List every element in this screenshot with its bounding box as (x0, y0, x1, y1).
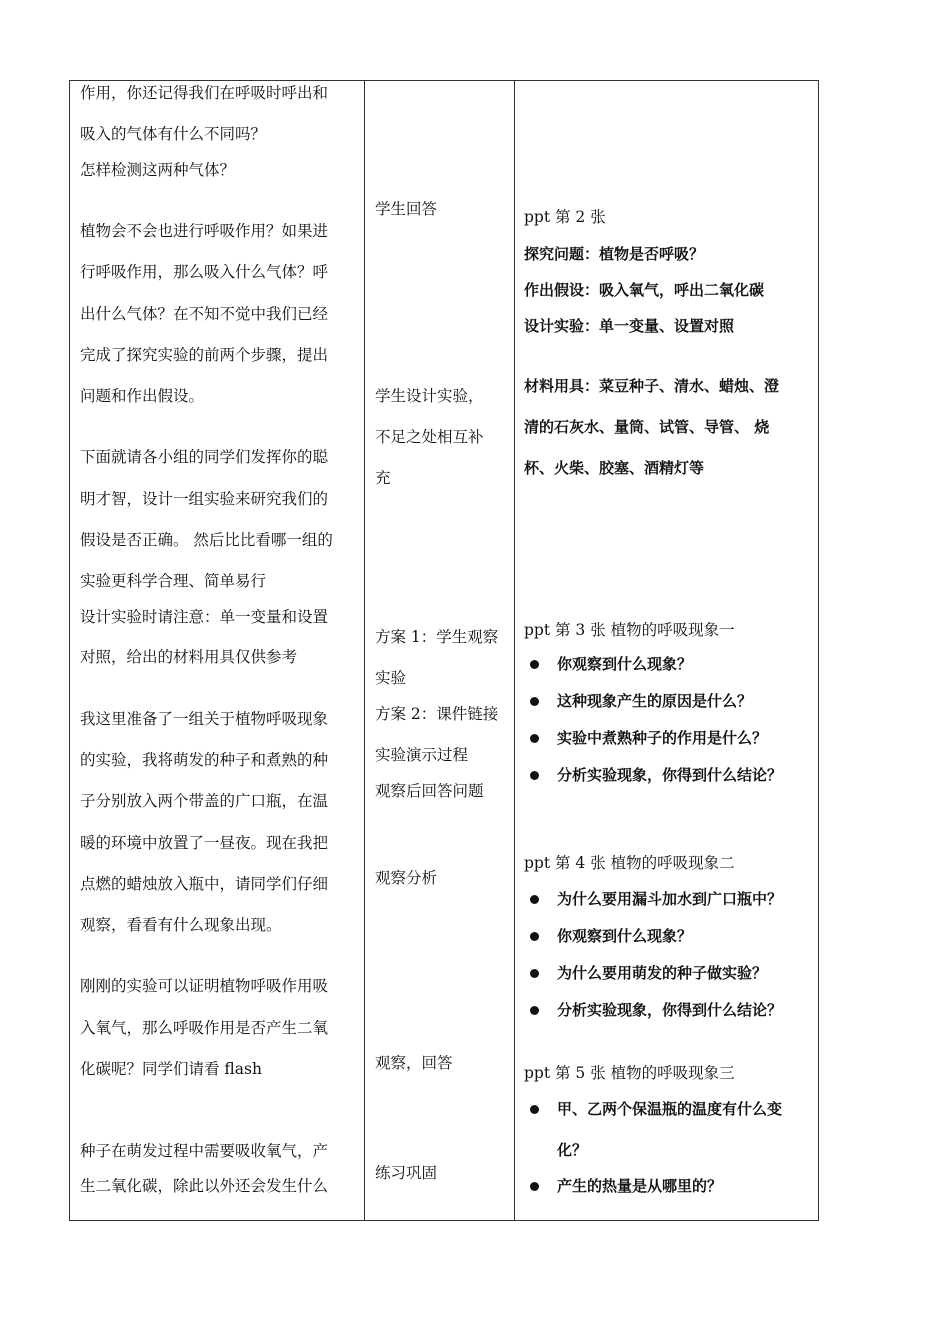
bullet-icon (530, 771, 539, 780)
bullet-icon (530, 1182, 539, 1191)
lesson-plan-table (69, 80, 819, 1221)
student-line: 实验 (375, 669, 407, 687)
teacher-line: 入氧气，那么呼吸作用是否产生二氧 (80, 1019, 329, 1037)
slide4-bullet: 为什么要用萌发的种子做实验？ (557, 964, 768, 982)
slide2-line: 设计实验：单一变量、设置对照 (524, 317, 735, 335)
bullet-icon (530, 660, 539, 669)
slide5-bullet: 甲、乙两个保温瓶的温度有什么变 (557, 1100, 783, 1118)
slide3-bullet: 分析实验现象，你得到什么结论？ (557, 766, 783, 784)
teacher-line: 问题和作出假设。 (80, 387, 205, 405)
materials-line: 清的石灰水、量筒、试管、导管、 烧 (524, 418, 770, 436)
student-line: 学生设计实验， (375, 387, 484, 405)
teacher-line: 刚刚的实验可以证明植物呼吸作用吸 (80, 977, 329, 995)
slide5-bullet: 产生的热量是从哪里的？ (557, 1177, 723, 1195)
slide3-title: ppt 第 3 张 植物的呼吸现象一 (524, 621, 735, 639)
teacher-line: 子分别放入两个带盖的广口瓶，在温 (80, 792, 329, 810)
slide4-title: ppt 第 4 张 植物的呼吸现象二 (524, 854, 735, 872)
teacher-line: 行呼吸作用，那么吸入什么气体？呼 (80, 263, 329, 281)
teacher-line: 植物会不会也进行呼吸作用？如果进 (80, 222, 329, 240)
slide5-title: ppt 第 5 张 植物的呼吸现象三 (524, 1064, 735, 1082)
teacher-line: 化碳呢？同学们请看 flash (80, 1060, 262, 1078)
teacher-line: 怎样检测这两种气体？ (80, 161, 236, 179)
student-line: 观察，回答 (375, 1054, 453, 1072)
teacher-line: 出什么气体？在不知不觉中我们已经 (80, 305, 329, 323)
teacher-line: 的实验，我将萌发的种子和煮熟的种 (80, 751, 329, 769)
teacher-line: 实验更科学合理、简单易行 (80, 572, 267, 590)
slide4-bullet: 分析实验现象，你得到什么结论？ (557, 1001, 783, 1019)
student-line: 观察后回答问题 (375, 782, 484, 800)
slide5-bullet: 化？ (557, 1141, 588, 1159)
slide2-title: ppt 第 2 张 (524, 208, 606, 226)
teacher-line: 点燃的蜡烛放入瓶中，请同学们仔细 (80, 875, 329, 893)
slide3-bullet: 你观察到什么现象？ (557, 655, 693, 673)
teacher-line: 暖的环境中放置了一昼夜。现在我把 (80, 834, 329, 852)
teacher-line: 我这里准备了一组关于植物呼吸现象 (80, 710, 329, 728)
teacher-line: 设计实验时请注意：单一变量和设置 (80, 608, 329, 626)
column-divider-1 (364, 81, 365, 1220)
teacher-line: 吸入的气体有什么不同吗？ (80, 125, 267, 143)
student-line: 练习巩固 (375, 1164, 438, 1182)
bullet-icon (530, 734, 539, 743)
slide4-bullet: 为什么要用漏斗加水到广口瓶中？ (557, 890, 783, 908)
teacher-line: 明才智，设计一组实验来研究我们的 (80, 490, 329, 508)
slide3-bullet: 这种现象产生的原因是什么？ (557, 692, 753, 710)
student-line: 充 (375, 469, 391, 487)
teacher-line: 假设是否正确。 然后比比看哪一组的 (80, 531, 333, 549)
teacher-line: 完成了探究实验的前两个步骤，提出 (80, 346, 329, 364)
bullet-icon (530, 969, 539, 978)
slide2-line: 探究问题：植物是否呼吸？ (524, 245, 705, 263)
slide3-bullet: 实验中煮熟种子的作用是什么？ (557, 729, 768, 747)
student-line: 学生回答 (375, 200, 438, 218)
materials-line: 材料用具：菜豆种子、清水、蜡烛、澄 (524, 377, 780, 395)
materials-line: 杯、火柴、胶塞、酒精灯等 (524, 459, 705, 477)
student-line: 不足之处相互补 (375, 428, 484, 446)
slide2-line: 作出假设：吸入氧气，呼出二氧化碳 (524, 281, 765, 299)
bullet-icon (530, 932, 539, 941)
teacher-line: 种子在萌发过程中需要吸收氧气，产 (80, 1142, 329, 1160)
slide4-bullet: 你观察到什么现象？ (557, 927, 693, 945)
teacher-line: 作用，你还记得我们在呼吸时呼出和 (80, 84, 329, 102)
student-line: 实验演示过程 (375, 746, 469, 764)
teacher-line: 生二氧化碳，除此以外还会发生什么 (80, 1177, 329, 1195)
teacher-line: 观察，看看有什么现象出现。 (80, 916, 282, 934)
bullet-icon (530, 895, 539, 904)
student-line: 方案 2：课件链接 (375, 705, 499, 723)
bullet-icon (530, 697, 539, 706)
student-line: 观察分析 (375, 869, 438, 887)
bullet-icon (530, 1105, 539, 1114)
bullet-icon (530, 1006, 539, 1015)
student-line: 方案 1：学生观察 (375, 628, 499, 646)
column-divider-2 (514, 81, 515, 1220)
teacher-line: 下面就请各小组的同学们发挥你的聪 (80, 448, 329, 466)
teacher-line: 对照，给出的材料用具仅供参考 (80, 648, 298, 666)
